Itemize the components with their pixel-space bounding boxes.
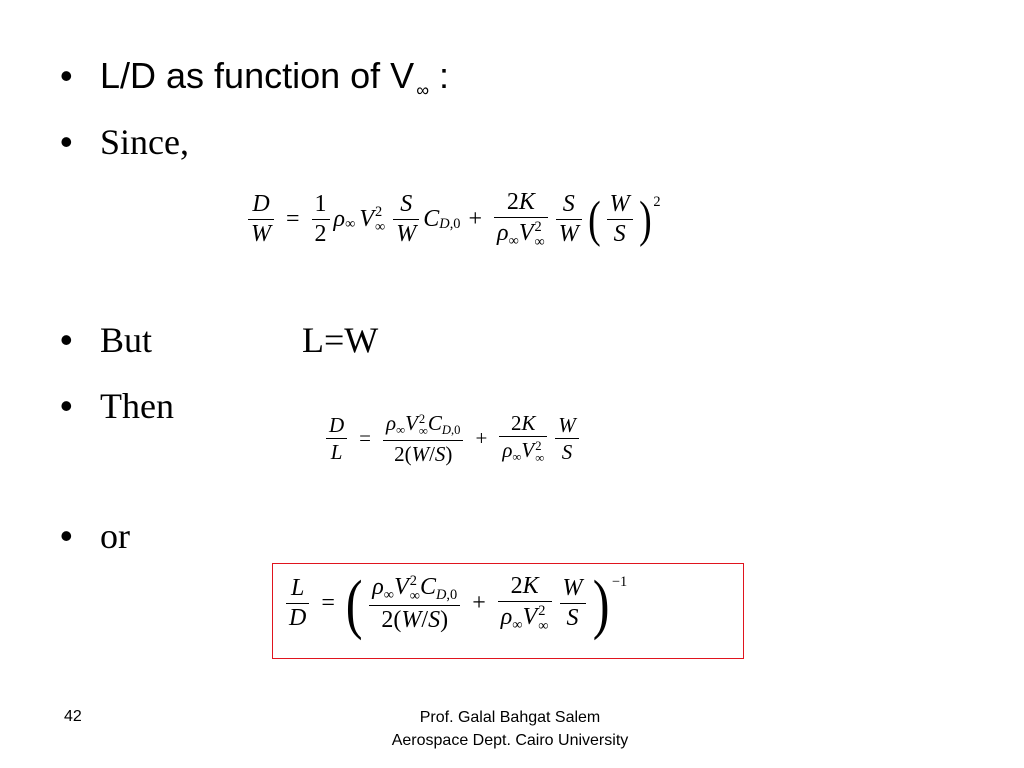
lift-equals-weight: L=W [302,320,379,360]
bullet-ld-colon: : [439,55,450,96]
equation-drag-over-lift: $\frac{D}{L}$ = $\rho_\infty V$ 2 ∞ $C_{D,0}$ 2(W/S) + 2K $\rho_\infty V$ 2 ∞ $\frac{W}{S}$ [322,412,583,465]
v-subscript: ∞ [416,80,430,100]
bullet-dot: • [60,319,73,360]
bullet-ld-text: L/D as function of V [100,55,415,96]
equation-drag-over-weight: $\frac{D}{W}$ = $\frac{1}{2}$ ρ ∞ V 2 ∞ $\frac{S}{W}$ C D ,0 + 2K $\rho_\infty V$ 2 ∞ $\frac{S}{W}$ ( $\frac{W}{S}$ ) 2 [244,190,661,249]
author-name: Prof. Galal Bahgat Salem [419,709,601,726]
author-affiliation: Aerospace Dept. Cairo University [391,732,629,749]
bullet-then-text: Then [100,386,174,426]
bullet-but-text: But [100,320,153,360]
bullet-dot: • [60,121,73,162]
bullet-or-text: or [100,516,130,556]
bullet-dot: • [60,515,73,556]
bullet-dot: • [60,385,73,426]
equation-lift-over-drag: $\frac{L}{D}$ = ( $\rho_\infty V$ 2 ∞ $C_{D,0}$ 2(W/S) + 2K $\rho_\infty V$ 2 ∞ $\frac{W}{S}$ ) −1 [282,570,627,637]
bullet-since-text: Since, [100,122,189,162]
footer-credit [340,706,680,752]
bullet-dot: • [60,55,73,96]
page-number: 42 [64,708,82,725]
